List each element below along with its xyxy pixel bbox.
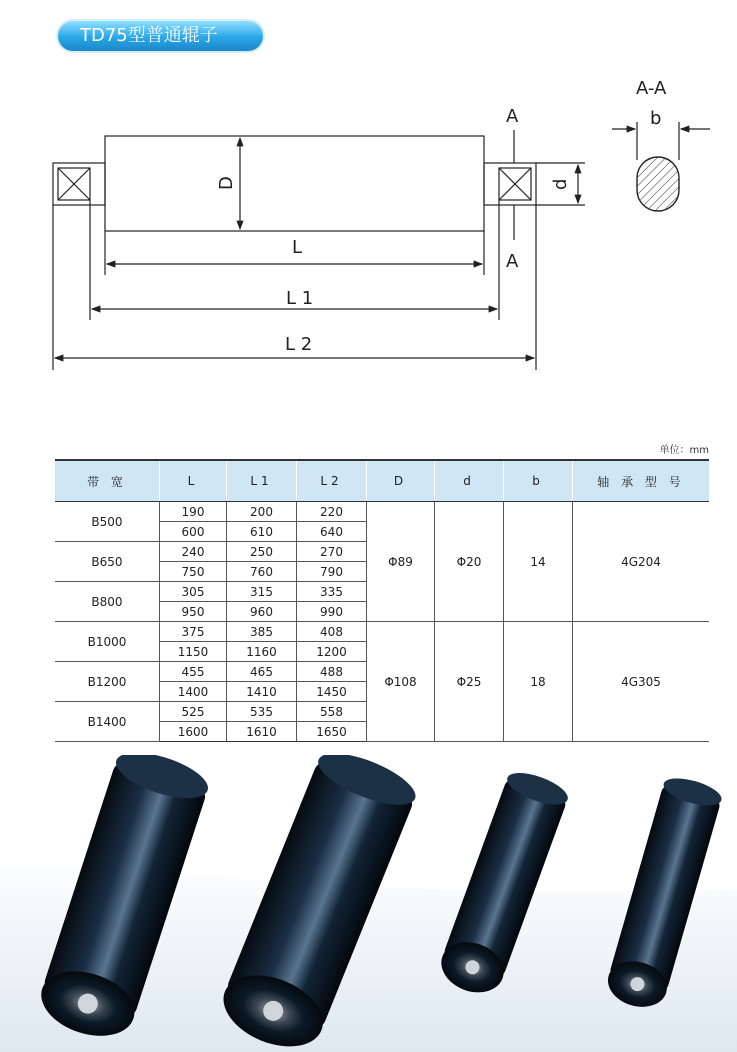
cell-bearing: 4G204 [573, 502, 710, 622]
cell-L2: 408 [297, 622, 367, 642]
table-header-row [55, 460, 709, 502]
shaft-section [637, 157, 679, 211]
cell-L1: 250 [227, 542, 297, 562]
cell-L1: 465 [227, 662, 297, 682]
col-header: 轴 承 型 号 [573, 460, 710, 502]
belt-width: B650 [55, 542, 160, 582]
cell-D: Φ89 [367, 502, 435, 622]
cell-L2: 488 [297, 662, 367, 682]
cell-L1: 1410 [227, 682, 297, 702]
belt-width: B1000 [55, 622, 160, 662]
label-b: b [650, 108, 662, 129]
cell-L1: 385 [227, 622, 297, 642]
cell-L: 950 [160, 602, 227, 622]
cell-L2: 640 [297, 522, 367, 542]
roller-photo [0, 755, 737, 1052]
belt-width: B1200 [55, 662, 160, 702]
cell-L2: 1450 [297, 682, 367, 702]
col-header: 带 宽 [55, 460, 160, 502]
label-A-bottom: A [506, 251, 519, 272]
cell-L2: 270 [297, 542, 367, 562]
cell-d: Φ20 [435, 502, 504, 622]
cell-L1: 760 [227, 562, 297, 582]
cell-b: 14 [504, 502, 573, 622]
table-row [55, 622, 709, 642]
cell-L1: 535 [227, 702, 297, 722]
cell-L1: 200 [227, 502, 297, 522]
right-shaft [484, 163, 536, 205]
table-row [55, 502, 709, 522]
col-header: L [160, 460, 227, 502]
cell-d: Φ25 [435, 622, 504, 742]
cell-L2: 1650 [297, 722, 367, 742]
cell-L: 375 [160, 622, 227, 642]
cell-L: 750 [160, 562, 227, 582]
label-L2: L 2 [285, 334, 313, 355]
cell-L2: 335 [297, 582, 367, 602]
cell-L: 600 [160, 522, 227, 542]
page-title: TD75型普通辊子 [58, 21, 263, 51]
cell-L: 1150 [160, 642, 227, 662]
cell-L: 455 [160, 662, 227, 682]
col-header: L2 [297, 460, 367, 502]
belt-width: B500 [55, 502, 160, 542]
cell-L1: 1160 [227, 642, 297, 662]
belt-width: B800 [55, 582, 160, 622]
label-L1: L 1 [286, 288, 314, 309]
col-header: d [435, 460, 504, 502]
label-L: L [292, 237, 303, 258]
belt-width: B1400 [55, 702, 160, 742]
unit-note: 单位：mm [659, 445, 709, 456]
label-A-top: A [506, 106, 519, 127]
col-header: D [367, 460, 435, 502]
section-label: A-A [636, 78, 667, 99]
cell-b: 18 [504, 622, 573, 742]
col-header: b [504, 460, 573, 502]
col-header: L1 [227, 460, 297, 502]
cell-L1: 960 [227, 602, 297, 622]
cell-L2: 790 [297, 562, 367, 582]
label-D: D [216, 176, 237, 190]
cell-L: 525 [160, 702, 227, 722]
cell-L2: 990 [297, 602, 367, 622]
left-shaft [53, 163, 105, 205]
cell-L1: 1610 [227, 722, 297, 742]
cell-L2: 1200 [297, 642, 367, 662]
label-d: d [550, 178, 571, 190]
cell-L: 190 [160, 502, 227, 522]
cell-L1: 610 [227, 522, 297, 542]
roller-technical-drawing [0, 75, 737, 375]
cell-bearing: 4G305 [573, 622, 710, 742]
cell-L2: 220 [297, 502, 367, 522]
spec-table [55, 459, 709, 742]
cell-L2: 558 [297, 702, 367, 722]
roller-body [105, 136, 484, 231]
cell-D: Φ108 [367, 622, 435, 742]
cell-L1: 315 [227, 582, 297, 602]
cell-L: 305 [160, 582, 227, 602]
cell-L: 240 [160, 542, 227, 562]
cell-L: 1400 [160, 682, 227, 702]
cell-L: 1600 [160, 722, 227, 742]
